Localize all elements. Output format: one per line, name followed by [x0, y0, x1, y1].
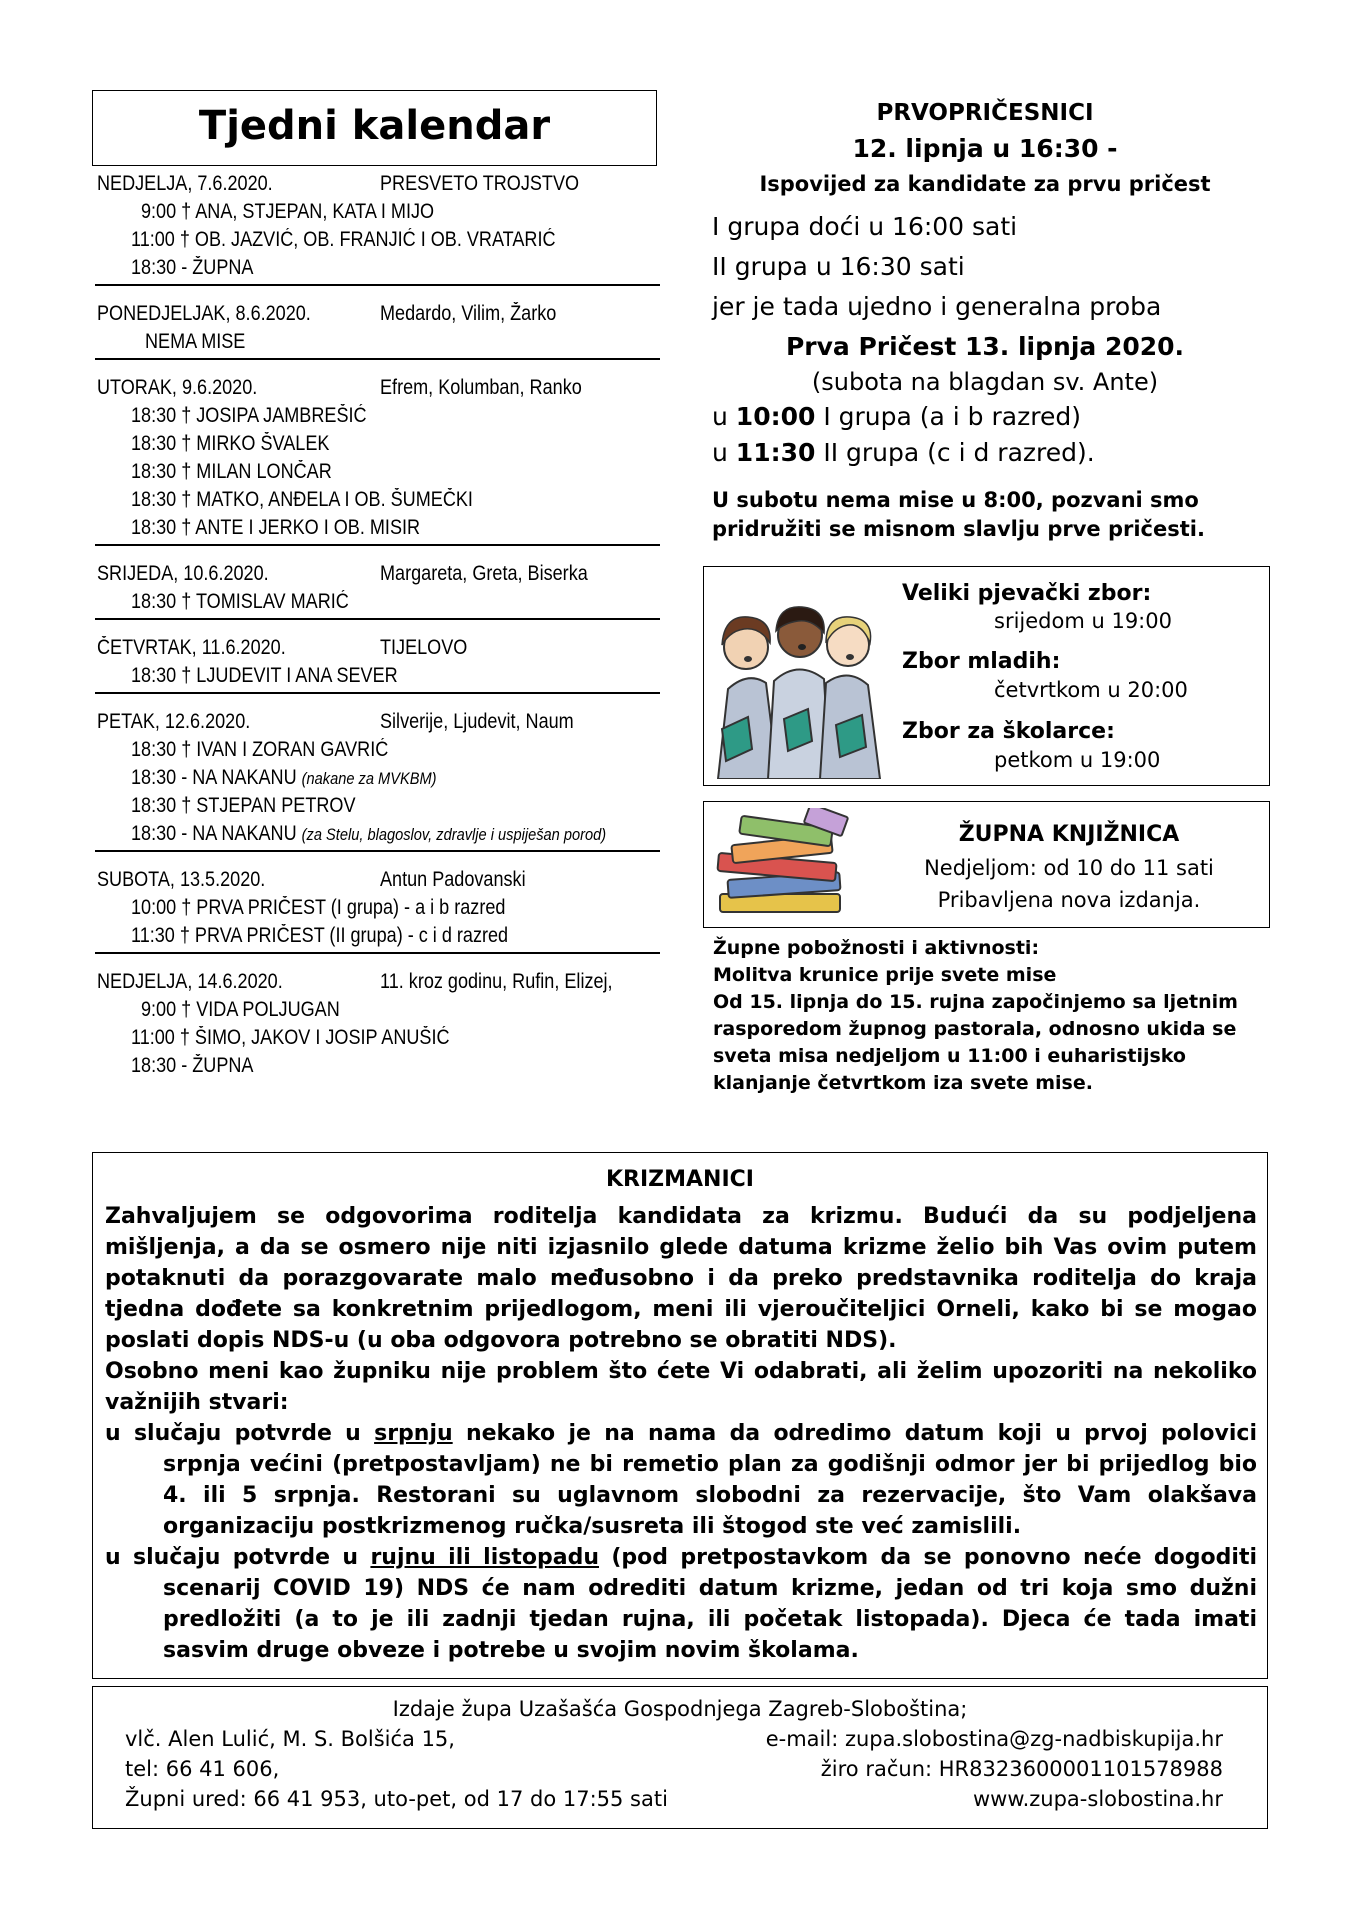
day-feast: 11. kroz godinu, Rufin, Elizej,: [380, 970, 613, 993]
option-prefix: u slučaju potvrde u: [105, 1545, 371, 1570]
first-communion-title: PRVOPRIČESNICI: [876, 100, 1094, 126]
saturday-note: (subota na blagdan sv. Ante): [811, 368, 1159, 396]
footer-office-hours: Župni ured: 66 41 953, uto-pet, od 17 do 17:55 sati: [125, 1787, 668, 1811]
day-feast: TIJELOVO: [380, 636, 468, 659]
slot2-prefix: u: [712, 438, 736, 467]
mass-entry: 18:30 † ANTE I JERKO I OB. MISIR: [131, 516, 421, 539]
day-feast: Efrem, Kolumban, Ranko: [380, 376, 582, 399]
slot1-time: 10:00: [735, 402, 816, 431]
calendar-day: [95, 372, 660, 546]
footer-website-link[interactable]: www.zupa-slobostina.hr: [973, 1787, 1223, 1811]
calendar-day: [95, 168, 660, 286]
mass-entry: 18:30 † JOSIPA JAMBREŠIĆ: [131, 404, 367, 427]
mass-entry: 9:00 † ANA, STJEPAN, KATA I MIJO: [141, 200, 435, 223]
slot1-text: I grupa (a i b razred): [815, 402, 1081, 431]
mass-entry: 9:00 † VIDA POLJUGAN: [141, 998, 340, 1021]
slot2-line: [700, 438, 1270, 486]
mass-entry: 18:30 † MATKO, ANĐELA I OB. ŠUMEČKI: [131, 488, 473, 511]
slot2-text: II grupa (c i d razred).: [815, 438, 1095, 467]
confirmation-option-autumn: [105, 1542, 1257, 1666]
calendar-day: [95, 298, 660, 360]
confirmation-paragraph: Zahvaljujem se odgovorima roditelja kandidata za krizmu. Budući da su podjeljena mišljenja, a da se osmero nije niti izjasnilo glede datuma krizme želio bih Vas ovim putem potaknuti da porazgovarate malo međusobno i da preko predstavnika roditelja do kraja tjedna dođete sa konkretnim prijedlogom, meni ili vjeroučiteljici Orneli, kako bi se mogao poslati dopis NDS-u (u oba odgovora potrebno se obratiti NDS).: [105, 1204, 1257, 1353]
footer-account: žiro račun: HR8323600001101578988: [820, 1757, 1223, 1781]
mass-entry-with-note: [131, 766, 437, 790]
mass-entry-with-note: [131, 822, 606, 846]
day-date: PONEDJELJAK, 8.6.2020.: [97, 302, 311, 325]
group2-line: II grupa u 16:30 sati: [712, 252, 965, 281]
publisher-footer: [92, 1686, 1268, 1829]
calendar-day: [95, 864, 660, 954]
day-date: SUBOTA, 13.5.2020.: [97, 868, 266, 891]
day-date: UTORAK, 9.6.2020.: [97, 376, 258, 399]
mass-entry: 11:00 † ŠIMO, JAKOV I JOSIP ANUŠIĆ: [131, 1026, 450, 1049]
confirmation-box: [92, 1152, 1268, 1679]
confirmation-title: KRIZMANICI: [606, 1167, 754, 1192]
mass-entry: 18:30 - NA NAKANU: [131, 822, 297, 845]
option-text: nekako je na nama da odredimo datum koji u prvoj polovici srpnja većini (pretpostavljam) ne bi remetio plan za godišnji odmor jer bi prijedlog bio 4. ili 5 srpnja. Restorani su uglavnom slobodni za rezervacije, što Vam olakšava organizaciju postkrizmenog ručka/susreta ili štogod ste već zamislili.: [163, 1421, 1258, 1539]
calendar-title-box: [92, 90, 657, 166]
group1-line: I grupa doći u 16:00 sati: [712, 212, 1018, 241]
rehearsal-line: jer je tada ujedno i generalna proba: [712, 292, 1162, 321]
option-month: srpnju: [374, 1421, 453, 1446]
mass-entry: 18:30 † IVAN I ZORAN GAVRIĆ: [131, 738, 389, 761]
mass-entry: 18:30 † LJUDEVIT I ANA SEVER: [131, 664, 398, 687]
confirmation-paragraph: Osobno meni kao župniku nije problem što ćete Vi odabrati, ali želim upozoriti na nekoliko važnijih stvari:: [105, 1359, 1257, 1415]
mass-entry: 11:00 † OB. JAZVIĆ, OB. FRANJIĆ I OB. VRATARIĆ: [131, 228, 556, 251]
mass-entry: 18:30 - ŽUPNA: [131, 1054, 254, 1077]
library-hours: Nedjeljom: od 10 do 11 sati: [924, 856, 1214, 880]
devotions-rosary: Molitva krunice prije svete mise: [713, 964, 1057, 986]
day-date: NEDJELJA, 14.6.2020.: [97, 970, 283, 993]
option-text: (pod pretpostavkom da se ponovno neće dogoditi scenarij COVID 19) NDS će nam odrediti datum krizme, jedan od tri koja smo dužni predložiti (a to je ili zadnji tjedan rujna, ili početak listopada). Djeca će tada imati sasvim druge obveze i potrebe u svojim novim školama.: [163, 1545, 1257, 1663]
choir-singers-icon: [708, 579, 888, 779]
confirmation-option-july: [105, 1418, 1257, 1542]
mass-entry: 18:30 † MILAN LONČAR: [131, 460, 332, 483]
calendar-day: [95, 632, 660, 694]
day-date: ČETVRTAK, 11.6.2020.: [97, 636, 286, 659]
day-date: NEDJELJA, 7.6.2020.: [97, 172, 273, 195]
choir-time: četvrtkom u 20:00: [994, 678, 1188, 702]
footer-publisher: Izdaje župa Uzašašća Gospodnjega Zagreb-Sloboština;: [392, 1697, 968, 1721]
mass-entry: 18:30 † STJEPAN PETROV: [131, 794, 356, 817]
mass-entry: 11:30 † PRVA PRIČEST (II grupa) - c i d razred: [131, 924, 509, 947]
mass-entry: NEMA MISE: [145, 330, 246, 353]
weekly-calendar: [95, 168, 660, 1094]
choirs-box: [703, 566, 1270, 786]
choir-name: Veliki pjevački zbor:: [902, 581, 1152, 606]
choir-name: Zbor za školarce:: [902, 719, 1115, 744]
first-communion-date: 12. lipnja u 16:30 -: [852, 134, 1118, 163]
footer-priest-address: vlč. Alen Lulić, M. S. Bolšića 15,: [125, 1727, 455, 1751]
calendar-day: [95, 966, 660, 1082]
devotions-summer-schedule: Od 15. lipnja do 15. rujna započinjemo sa ljetnim rasporedom župnog pastorala, odnosno ukida se sveta misa nedjeljom u 11:00 i euharistijsko klanjanje četvrtkom iza svete mise.: [713, 991, 1238, 1094]
books-stack-icon: [710, 808, 860, 920]
day-feast: Antun Padovanski: [380, 868, 526, 891]
day-feast: Medardo, Vilim, Žarko: [380, 302, 557, 325]
mass-entry: 10:00 † PRVA PRIČEST (I grupa) - a i b razred: [131, 896, 506, 919]
library-note: Pribavljena nova izdanja.: [937, 888, 1201, 912]
communion-title: Prva Pričest 13. lipnja 2020.: [785, 332, 1185, 361]
slot1-line: [700, 402, 1270, 438]
calendar-title: Tjedni kalendar: [198, 103, 551, 149]
mass-entry: 18:30 † MIRKO ŠVALEK: [131, 432, 330, 455]
mass-entry: 18:30 † TOMISLAV MARIĆ: [131, 590, 349, 613]
library-title: ŽUPNA KNJIŽNICA: [958, 822, 1180, 847]
devotions-title: Župne pobožnosti i aktivnosti:: [713, 937, 1040, 959]
devotions-section: [713, 935, 1273, 1097]
library-box: [703, 801, 1270, 928]
choir-time: petkom u 19:00: [994, 748, 1161, 772]
day-date: SRIJEDA, 10.6.2020.: [97, 562, 269, 585]
first-communion-section: [700, 100, 1270, 544]
day-date: PETAK, 12.6.2020.: [97, 710, 251, 733]
footer-email[interactable]: e-mail: zupa.slobostina@zg-nadbiskupija.hr: [765, 1727, 1223, 1751]
day-feast: Silverije, Ljudevit, Naum: [380, 710, 574, 733]
calendar-day: [95, 558, 660, 620]
mass-note: (nakane za MVKBM): [301, 769, 437, 788]
day-feast: PRESVETO TROJSTVO: [380, 172, 580, 195]
choir-name: Zbor mladih:: [902, 649, 1061, 674]
calendar-day: [95, 706, 660, 852]
mass-entry: 18:30 - NA NAKANU: [131, 766, 297, 789]
day-feast: Margareta, Greta, Biserka: [380, 562, 588, 585]
slot2-time: 11:30: [735, 438, 816, 467]
confirmation-body: [105, 1201, 1257, 1666]
mass-entry: 18:30 - ŽUPNA: [131, 256, 254, 279]
option-prefix: u slučaju potvrde u: [105, 1421, 375, 1446]
slot1-prefix: u: [712, 402, 736, 431]
mass-note: (za Stelu, blagoslov, zdravlje i uspiješan porod): [301, 825, 607, 844]
choir-time: srijedom u 19:00: [994, 609, 1172, 633]
saturday-notice: U subotu nema mise u 8:00, pozvani smo pridružiti se misnom slavlju prve pričesti.: [712, 488, 1205, 541]
option-month: rujnu ili listopadu: [370, 1545, 599, 1570]
confession-line: Ispovijed za kandidate za prvu pričest: [759, 172, 1211, 196]
footer-phone: tel: 66 41 606,: [125, 1757, 280, 1781]
